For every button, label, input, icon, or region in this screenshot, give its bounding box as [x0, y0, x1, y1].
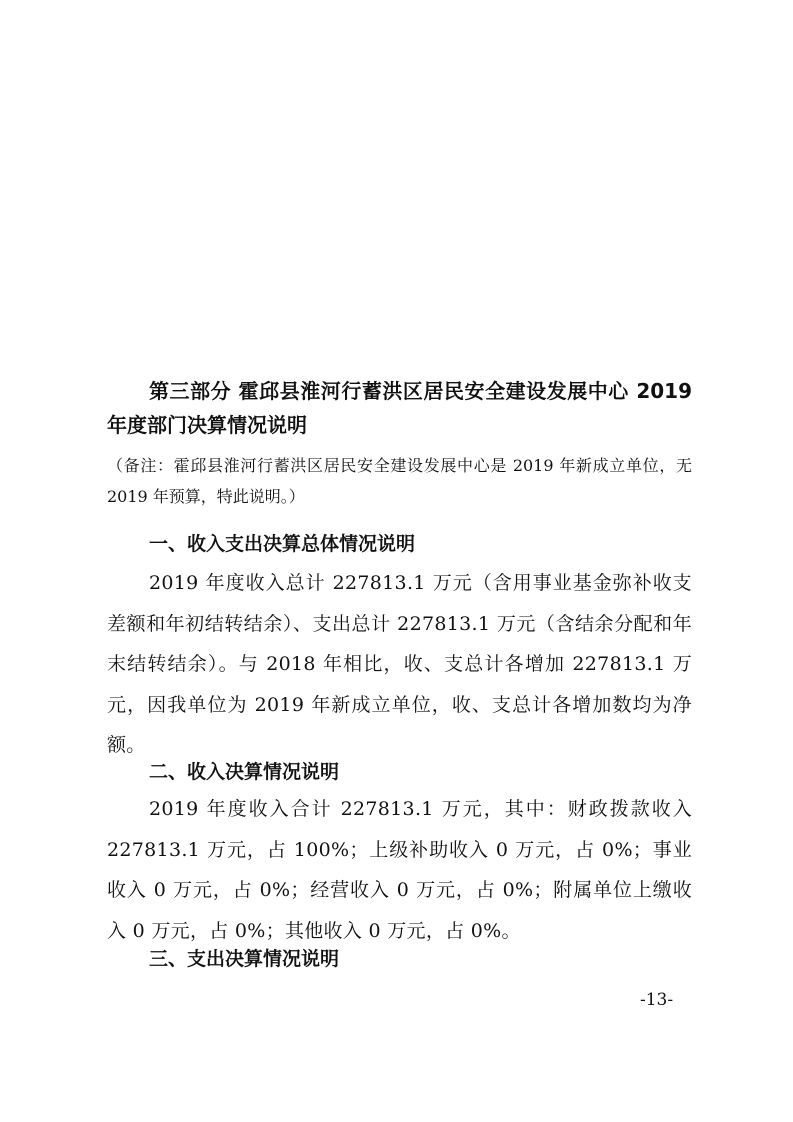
note-paragraph: （备注：霍邱县淮河行蓄洪区居民安全建设发展中心是 2019 年新成立单位，无 2019 年预算，特此说明。） [107, 456, 692, 506]
page-number: -13- [640, 990, 674, 1010]
section-2-heading: 二、收入决算情况说明 [149, 761, 340, 783]
document-title: 第三部分 霍邱县淮河行蓄洪区居民安全建设发展中心 2019 年度部门决算情况说明 [107, 379, 692, 437]
section-2-body: 2019 年度收入合计 227813.1 万元，其中：财政拨款收入 227813.1 万元，占 100%；上级补助收入 0 万元，占 0%；事业收入 0 万元，占 0%；经营收入 0 万元，占 0%；附属单位上缴收入 0 万元，占 0%；其他收入 0 万元，占 0%。 [107, 798, 692, 942]
section-1-body: 2019 年度收入总计 227813.1 万元（含用事业基金弥补收支差额和年初结转结余）、支出总计 227813.1 万元（含结余分配和年末结转结余）。与 2018 年相比，收、支总计各增加 227813.1 万元，因我单位为 2019 年新成立单位，收、支总计各增加数均为净额。 [107, 572, 692, 756]
section-3-heading: 三、支出决算情况说明 [149, 948, 340, 970]
section-1-heading: 一、收入支出决算总体情况说明 [149, 533, 416, 555]
